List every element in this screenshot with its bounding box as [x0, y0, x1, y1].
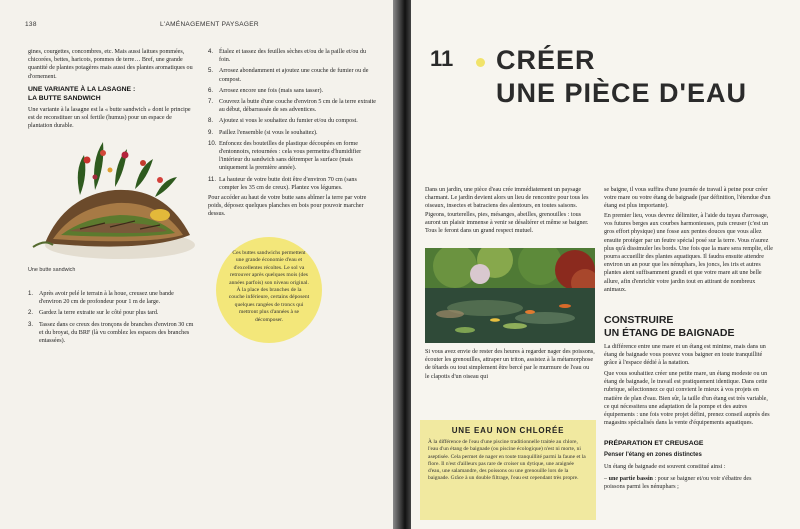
steps-list-left — [28, 290, 196, 348]
list-item — [208, 117, 378, 125]
bullet-bold: une partie bassin — [608, 476, 653, 482]
step-number: 6. — [208, 86, 214, 94]
callout-text: Ces buttes sandwichs permettent une grande économie d'eau et d'excellentes récoltes. Le sol va retrouver après quelques mois (des années parfois) son niveau original. À la place des branches de la couche inférieure, certains déposent quelques rangées de troncs qui mettront plus d'années à se décomposer. — [228, 250, 310, 323]
info-box — [420, 420, 596, 520]
step-text: Enfoncez des bouteilles de plastique découpées en forme d'entonnoirs, retournées : cela vous permettra d'humidifier l'intérieur du sandwich sans détremper la surface (mais uniquement la première année). — [219, 140, 362, 172]
running-header: L'AMÉNAGEMENT PAYSAGER — [160, 21, 259, 28]
step-number: 2. — [28, 309, 34, 317]
col2-paragraph-4: Que vous souhaitiez créer une petite mare, un étang modeste ou un étang de baignade, le travail est pratiquement identique. Dans cette rubrique, sélectionnez ce qui convient le mieux à vos projets en matière de plan d'eau. Bien sûr, la taille d'un étang est très variable, ce qui nécessitera une adaptation de la pompe et des autres équipements : une fois votre projet défini, prenez conseil auprès des magasins spécialisés dans la vente d'équipements aquatiques. — [604, 371, 770, 427]
step-number: 3. — [28, 320, 34, 328]
page-number: 138 — [25, 21, 37, 28]
step-text: Étalez et tassez des feuilles sèches et/ou de la paille et/ou du foin. — [219, 49, 367, 64]
variant-title-line1: UNE VARIANTE À LA LASAGNE : — [28, 86, 136, 93]
list-item — [28, 321, 196, 346]
step-number: 9. — [208, 128, 214, 136]
step-number: 5. — [208, 67, 214, 75]
left-page — [0, 0, 397, 529]
step-text: Après avoir pelé le terrain à la houe, creusez une bande d'environ 20 cm de profondeur pour 1 m de large. — [39, 291, 174, 306]
step-text: Ajoutez si vous le souhaitez du fumier et/ou du compost. — [219, 118, 358, 125]
info-box-text: À la différence de l'eau d'une piscine traditionnelle traitée au chlore, l'eau d'un étang de baignade (ou piscine écologique) n'est ni morte, ni aseptisée. Cela permet de nager en toute tranquillité parmi la faune et la flore. Il n'est d'ailleurs pas rare de croiser un dytique, une araignée d'eau, une salamandre, des poissons ou une grenouille lors de la baignade. Grâce à un double filtrage, l'eau est cependant très propre. — [428, 439, 586, 482]
section-title-line2: UN ÉTANG DE BAIGNADE — [604, 327, 735, 339]
info-box-title: UNE EAU NON CHLORÉE — [451, 426, 565, 435]
step-text: Couvrez la butte d'une couche d'environ 5 cm de la terre extraite au début, débarrassée de ses adventices. — [219, 99, 377, 114]
step-number: 7. — [208, 98, 214, 106]
bullet-item: – une partie bassin : pour se baigner et/ou voir s'ébattre des poissons parmi les nénuphars ; — [604, 476, 752, 491]
col2-paragraph-3: La différence entre une mare et un étang est minime, mais dans un étang de baignade vous pouvez vous baigner en toute tranquillité grâce à l'espace dédié à la natation. — [604, 344, 766, 367]
butte-sandwich-illustration — [25, 135, 195, 265]
pond-photo — [425, 248, 595, 343]
list-item — [28, 290, 196, 306]
step-number: 4. — [208, 48, 214, 55]
step-text: Tassez dans ce creux des tronçons de branches d'environ 30 cm et du broyat, du BRF (là vu comblez les espaces des branches entassées). — [39, 321, 194, 345]
variant-paragraph: Une variante à la lasagne est la « butte sandwich » dont le principe est de reconstituer un sol fertile (humus) pour un espace de plantation durable. — [28, 107, 191, 130]
step-text: Gardez la terre extraite sur le côté pour plus tard. — [39, 310, 159, 317]
steps-list-right — [208, 48, 378, 195]
col2-paragraph-1: se baigne, il vous suffira d'une journée de travail à peine pour créer votre mare ou votre étang de baignade (par définition, l'étendue d'un étang est plus importante). — [604, 187, 771, 210]
chapter-dot — [476, 58, 485, 67]
image-caption: Une butte sandwich — [28, 267, 76, 273]
step-text: Arrosez abondamment et ajoutez une couche de fumier ou de compost. — [219, 68, 369, 83]
list-item — [208, 98, 378, 114]
sub-subsection-title: Penser l'étang en zones distinctes — [604, 452, 702, 458]
list-item — [208, 67, 378, 83]
intro-paragraph-right: Dans un jardin, une pièce d'eau crée immédiatement un paysage charmant. Le jardin devient alors un lieu de rencontre pour tous les oiseaux, insectes et batraciens des alentours, en toutes saisons. Pigeons, tourterelles, pies, mésanges, abeilles, grenouilles : tous auront un plaisir immense à venir se désaltérer et même se baigner. Tous le feront dans un grand respect mutuel. — [425, 187, 589, 235]
step-number: 10. — [208, 139, 217, 147]
callout-circle — [216, 237, 322, 343]
subsection-title: PRÉPARATION ET CREUSAGE — [604, 440, 704, 447]
section-title-line1: CONSTRUIRE — [604, 314, 674, 326]
chapter-title-line2: UNE PIÈCE D'EAU — [496, 78, 747, 108]
closing-paragraph: Pour accéder au haut de votre butte sans abîmer la terre par votre poids, déposez quelques planches en bois pour pouvoir marcher dessus. — [208, 195, 367, 218]
step-text: Arrosez encore une fois (mais sans tasser). — [219, 87, 324, 94]
intro-paragraph: gines, courgettes, concombres, etc. Mais aussi laitues pommées, chicorées, bettes, haricots, pommes de terre… Bref, une grande quantité de plantes potagères mais aussi des plantes aromatiques ou d'ornement. — [28, 49, 193, 80]
list-item — [208, 129, 378, 137]
book-gutter — [393, 0, 413, 529]
col2-paragraph-5: Un étang de baignade est souvent constitué ainsi : — [604, 464, 726, 470]
list-item — [208, 176, 378, 192]
chapter-title-line1: CRÉER — [496, 45, 596, 75]
step-number: 1. — [28, 290, 34, 297]
step-number: 11. — [208, 175, 217, 183]
list-item — [208, 48, 378, 64]
list-item — [208, 87, 378, 95]
step-number: 8. — [208, 117, 214, 125]
list-item — [208, 140, 378, 173]
chapter-number: 11 — [430, 46, 454, 71]
bullet-text: : pour se baigner et/ou voir s'ébattre des poissons parmi les nénuphars ; — [604, 476, 752, 491]
list-item — [28, 309, 196, 317]
photo-paragraph: Si vous avez envie de rester des heures à regarder nager des poissons, écouter les grenouilles, attraper un triton, assistez à la métamorphose de têtards ou tout simplement être bercé par le murmure de l'eau ou le clapotis d'un oiseau qui — [425, 349, 595, 380]
step-text: La hauteur de votre butte doit être d'environ 70 cm (sans compter les 35 cm de creux). Plantez vos légumes. — [219, 176, 357, 191]
variant-title-line2: LA BUTTE SANDWICH — [28, 95, 101, 102]
step-text: Paillez l'ensemble (si vous le souhaitez). — [219, 129, 318, 136]
col2-paragraph-2: En premier lieu, vous devrez délimiter, à l'aide du tuyau d'arrosage, vos futures berges aux courbes harmonieuses, puis creuser (c'est un gros effort physique) une fosse aux pentes douces que vous allez ensuite protéger par un feutre spécial posé sur la terre. Vous n'aurez plus qu'à dissimuler les bords. Une fois que la mare sera remplie, elle pourra accueillir des plantes aquatiques. Il faudra ensuite attendre environ un an pour que les nénuphars, les joncs, les iris et autres plantes aient suffisamment grandi et que votre mare ait une belle allure, afin d'enrichir votre jardin tout en attirant de nombreux animaux. — [604, 213, 773, 293]
